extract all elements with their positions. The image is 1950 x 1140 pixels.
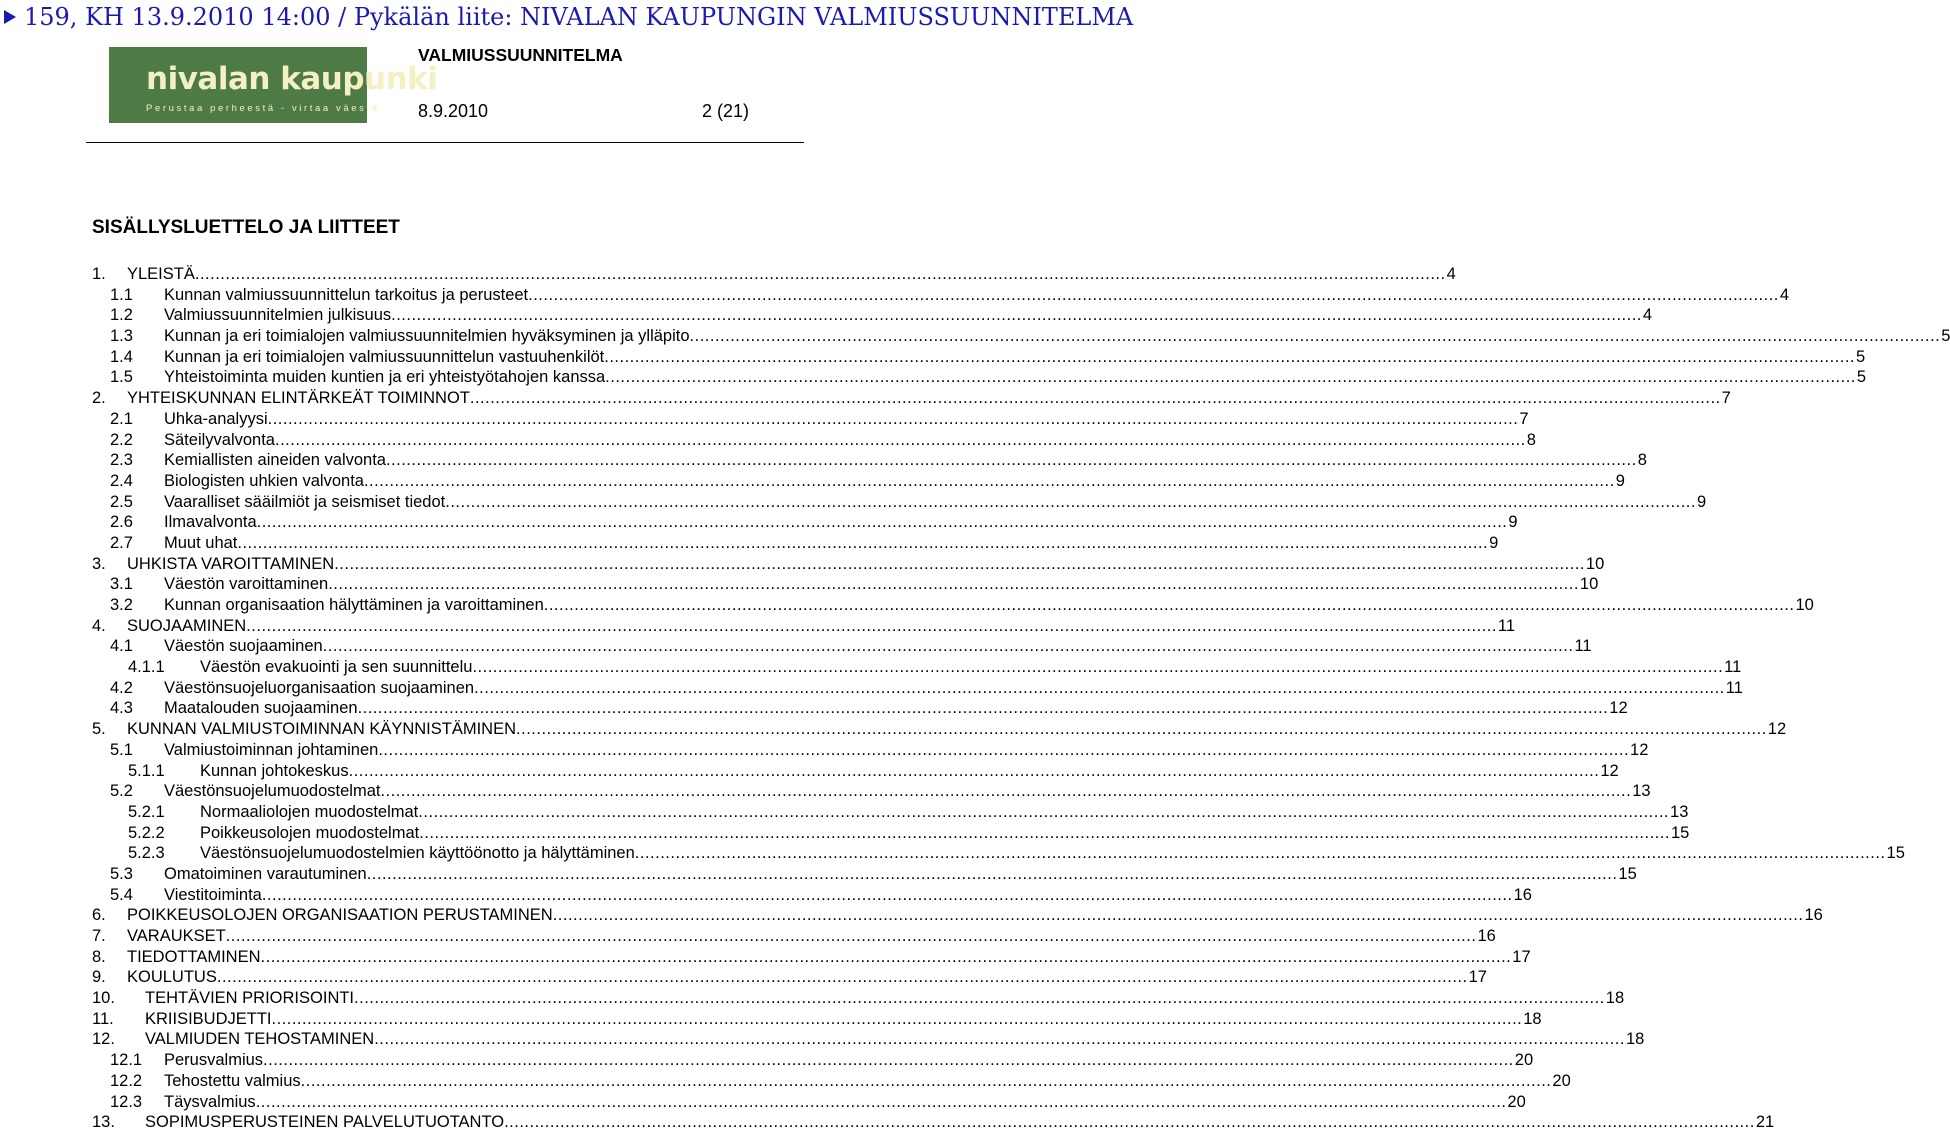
toc-entry[interactable] — [92, 616, 1516, 637]
dot-leader — [195, 264, 1446, 285]
dot-leader — [386, 450, 1637, 471]
toc-entry-title: Kemiallisten aineiden valvonta — [164, 451, 386, 470]
toc-entry-page: 21 — [1755, 1113, 1775, 1132]
toc-entry-title: Täysvalmius — [164, 1092, 256, 1111]
toc-entry[interactable] — [92, 698, 1628, 719]
toc-entry-label — [127, 926, 1496, 947]
toc-entry-label — [127, 616, 1516, 637]
toc-entry-page: 9 — [1508, 513, 1518, 532]
toc-entry-number: 3.2 — [110, 596, 133, 614]
dot-leader — [553, 905, 1804, 926]
toc-entry-title: TIEDOTTAMINEN — [127, 947, 261, 966]
toc-entry-label — [164, 430, 1536, 451]
toc-entry-page: 10 — [1585, 554, 1605, 573]
toc-entry-page: 11 — [1497, 616, 1516, 635]
toc-entry-title: YLEISTÄ — [127, 265, 195, 283]
toc-entry-label — [164, 285, 1790, 306]
toc-entry-page: 15 — [1886, 844, 1905, 863]
toc-entry-page: 10 — [1579, 575, 1599, 594]
dot-leader — [604, 347, 1855, 368]
toc-entry-label — [164, 864, 1637, 885]
dot-leader — [323, 636, 1574, 657]
toc-entry-number: 2.7 — [110, 533, 133, 552]
toc-entry-page: 20 — [1514, 1051, 1534, 1070]
toc-entry-title: Normaaliolojen muodostelmat — [200, 802, 419, 821]
toc-entry-title: Poikkeusolojen muodostelmat — [200, 823, 420, 842]
toc-entry[interactable] — [92, 781, 1651, 802]
dot-leader — [690, 326, 1941, 347]
toc-entry[interactable] — [92, 1029, 1645, 1050]
toc-entry-page: 18 — [1605, 989, 1625, 1008]
toc-entry-page: 15 — [1670, 823, 1690, 842]
dot-leader — [378, 740, 1629, 761]
toc-entry[interactable] — [92, 988, 1625, 1009]
toc-entry-label — [164, 347, 1866, 368]
dot-leader — [635, 843, 1886, 864]
dot-leader — [257, 512, 1508, 533]
toc-entry-title: KRIISIBUDJETTI — [145, 1009, 272, 1028]
toc-entry-label — [145, 1112, 1775, 1133]
toc-entry-label — [164, 636, 1592, 657]
toc-entry-number: 5.2.1 — [128, 802, 165, 821]
toc-entry-number: 5.2.2 — [128, 823, 165, 842]
toc-entry-page: 8 — [1637, 451, 1647, 470]
toc-entry-title: Tehostettu valmius — [164, 1071, 301, 1090]
dot-leader — [272, 1009, 1523, 1030]
toc-entry[interactable] — [92, 864, 1637, 885]
toc-entry-title: VALMIUDEN TEHOSTAMINEN — [145, 1030, 375, 1049]
toc-entry-number: 5.1.1 — [128, 761, 165, 780]
toc-entry[interactable] — [92, 823, 1690, 844]
toc-entry-number: 1.2 — [110, 306, 133, 325]
page-number: 2 (21) — [702, 101, 750, 121]
toc-entry-title: Maatalouden suojaaminen — [164, 699, 358, 718]
toc-entry-label — [164, 512, 1518, 533]
dot-leader — [474, 678, 1725, 699]
toc-entry-title: Väestön suojaaminen — [164, 637, 323, 656]
toc-entry-label — [127, 719, 1787, 740]
toc-entry-title: Yhteistoiminta muiden kuntien ja eri yhteistyötahojen kanssa — [164, 368, 606, 387]
toc-entry-title: Muut uhat — [164, 533, 238, 552]
toc-entry-label — [164, 740, 1649, 761]
toc-entry-number: 9. — [92, 968, 106, 987]
toc-entry-title: Kunnan valmiussuunnittelun tarkoitus ja perusteet — [164, 285, 529, 304]
toc-entry[interactable] — [92, 926, 1496, 947]
arrow-right-icon — [4, 10, 16, 24]
toc-entry-page: 15 — [1618, 864, 1637, 883]
toc-entry[interactable] — [92, 595, 1814, 616]
toc-entry-label — [127, 905, 1823, 926]
toc-entry[interactable] — [92, 471, 1625, 492]
dot-leader — [358, 698, 1609, 719]
toc-entry-title: SUOJAAMINEN — [127, 616, 247, 635]
toc-entry[interactable] — [92, 1092, 1526, 1113]
toc-entry-page: 12 — [1609, 699, 1628, 718]
toc-entry-label — [164, 781, 1651, 802]
toc-entry-title: Väestönsuojelumuodostelmien käyttöönotto ja hälyttäminen — [200, 844, 635, 863]
toc-entry-page: 11 — [1574, 637, 1592, 656]
toc-entry-number: 12.1 — [110, 1051, 143, 1070]
dot-leader — [605, 367, 1856, 388]
toc-entry[interactable] — [92, 678, 1743, 699]
toc-entry-title: Väestön evakuointi ja sen suunnittelu — [200, 658, 473, 677]
dot-leader — [349, 761, 1600, 782]
toc-entry-number: 1.3 — [110, 327, 133, 346]
toc-entry-title: Ilmavalvonta — [164, 513, 257, 532]
document-title: VALMIUSSUUNNITELMA — [418, 45, 623, 65]
toc-entry-number: 5.3 — [110, 864, 133, 883]
toc-entry-page: 11 — [1724, 658, 1742, 677]
toc-entry-label — [164, 326, 1950, 347]
dot-leader — [374, 1029, 1625, 1050]
dot-leader — [544, 595, 1795, 616]
toc-entry-page: 9 — [1615, 471, 1625, 490]
document-date: 8.9.2010 — [418, 101, 489, 121]
dot-leader — [261, 947, 1512, 968]
toc-entry-page: 12 — [1767, 720, 1787, 739]
toc-entry-title: Väestönsuojelumuodostelmat — [164, 782, 381, 801]
toc-entry-page: 17 — [1512, 947, 1531, 966]
toc-entry-label — [127, 947, 1531, 968]
dot-leader — [256, 1092, 1507, 1113]
toc-entry-number: 1.4 — [110, 347, 133, 366]
toc-entry[interactable] — [92, 264, 1456, 285]
toc-entry-label — [164, 471, 1625, 492]
toc-entry-label — [164, 885, 1532, 906]
toc-entry[interactable] — [92, 326, 1950, 347]
table-of-contents — [92, 264, 1950, 1133]
toc-entry-page: 12 — [1630, 740, 1649, 759]
toc-entry-title: Uhka-analyysi — [164, 409, 268, 428]
toc-entry-number: 5. — [92, 720, 106, 739]
toc-entry-number: 2.1 — [110, 409, 133, 428]
toc-entry-label — [145, 988, 1625, 1009]
toc-entry-title: YHTEISKUNNAN ELINTÄRKEÄT TOIMINNOT — [127, 389, 470, 408]
document-banner — [0, 0, 1134, 36]
banner-text: 159, KH 13.9.2010 14:00 / Pykälän liite: NIVALAN KAUPUNGIN VALMIUSSUUNNITELMA — [24, 3, 1134, 31]
dot-leader — [237, 533, 1488, 554]
dot-leader — [470, 388, 1721, 409]
toc-entry-page: 11 — [1725, 678, 1743, 697]
toc-entry-label — [164, 367, 1867, 388]
dot-leader — [226, 926, 1477, 947]
toc-entry-title: Valmiustoiminnan johtaminen — [164, 740, 379, 759]
toc-entry[interactable] — [92, 636, 1592, 657]
toc-entry[interactable] — [92, 719, 1787, 740]
toc-entry-page: 18 — [1625, 1030, 1645, 1049]
dot-leader — [528, 285, 1779, 306]
toc-entry-label — [200, 657, 1742, 678]
toc-entry[interactable] — [92, 905, 1823, 926]
toc-entry-page: 20 — [1552, 1071, 1571, 1090]
toc-entry-title: UHKISTA VAROITTAMINEN — [127, 554, 335, 573]
toc-entry-label — [164, 409, 1529, 430]
dot-leader — [334, 554, 1585, 575]
toc-entry-title: Kunnan ja eri toimialojen valmiussuunnittelun vastuuhenkilöt — [164, 347, 605, 366]
toc-entry-title: KUNNAN VALMIUSTOIMINNAN KÄYNNISTÄMINEN — [127, 720, 517, 739]
toc-entry-number: 6. — [92, 906, 106, 925]
toc-entry-label — [145, 1009, 1542, 1030]
toc-entry-page: 4 — [1779, 285, 1790, 304]
toc-entry[interactable] — [92, 1112, 1775, 1133]
toc-entry-page: 17 — [1468, 968, 1487, 987]
dot-leader — [268, 409, 1519, 430]
dot-leader — [367, 864, 1618, 885]
toc-entry[interactable] — [92, 409, 1529, 430]
toc-entry[interactable] — [92, 947, 1531, 968]
toc-entry-label — [164, 678, 1743, 699]
toc-entry-page: 18 — [1523, 1009, 1542, 1028]
dot-leader — [504, 1112, 1755, 1133]
toc-entry-title: Väestön varoittaminen — [164, 575, 329, 594]
toc-entry-title: Perusvalmius — [164, 1051, 264, 1070]
toc-entry-label — [127, 264, 1456, 285]
toc-entry[interactable] — [92, 1009, 1542, 1030]
dot-leader — [246, 616, 1497, 637]
toc-entry[interactable] — [92, 305, 1653, 326]
toc-entry-number: 1.1 — [110, 285, 133, 304]
toc-entry-page: 20 — [1507, 1092, 1526, 1111]
toc-entry[interactable] — [92, 430, 1536, 451]
toc-entry[interactable] — [92, 285, 1790, 306]
toc-entry-number: 2.4 — [110, 471, 133, 490]
toc-entry[interactable] — [92, 450, 1647, 471]
toc-entry-label — [164, 1092, 1526, 1113]
toc-entry-number: 1.5 — [110, 368, 133, 387]
toc-entry-label — [164, 305, 1653, 326]
toc-entry-number: 4.1.1 — [128, 658, 165, 677]
toc-entry[interactable] — [92, 1071, 1571, 1092]
toc-entry-page: 16 — [1513, 885, 1532, 904]
header-divider — [86, 142, 804, 143]
toc-entry[interactable] — [92, 843, 1905, 864]
toc-entry-number: 10. — [92, 989, 115, 1008]
toc-entry-title: Kunnan organisaation hälyttäminen ja varoittaminen — [164, 596, 544, 614]
toc-entry-page: 13 — [1670, 802, 1689, 821]
toc-entry-title: Valmiussuunnitelmien julkisuus — [164, 306, 392, 325]
toc-entry-page: 8 — [1526, 430, 1536, 449]
toc-entry[interactable] — [92, 967, 1487, 988]
toc-entry[interactable] — [92, 761, 1619, 782]
toc-entry[interactable] — [92, 554, 1605, 575]
toc-entry-label — [164, 492, 1707, 513]
dot-leader — [354, 988, 1605, 1009]
toc-entry-page: 9 — [1489, 533, 1499, 552]
dot-leader — [301, 1071, 1552, 1092]
toc-entry-label — [164, 1050, 1534, 1071]
toc-entry-title: POIKKEUSOLOJEN ORGANISAATION PERUSTAMINEN — [127, 906, 553, 925]
dot-leader — [275, 430, 1526, 451]
toc-entry-number: 2.5 — [110, 492, 133, 511]
toc-entry-title: Vaaralliset sääilmiöt ja seismiset tiedot — [164, 492, 446, 511]
toc-entry-number: 12.3 — [110, 1092, 143, 1111]
toc-entry-number: 11. — [92, 1009, 114, 1028]
dot-leader — [380, 781, 1631, 802]
toc-entry-page: 16 — [1477, 927, 1496, 945]
toc-entry-label — [164, 1071, 1571, 1092]
toc-entry-page: 5 — [1856, 368, 1867, 387]
dot-leader — [364, 471, 1615, 492]
toc-entry-label — [164, 698, 1628, 719]
toc-entry-page: 9 — [1696, 492, 1707, 511]
toc-entry-number: 4.1 — [110, 637, 133, 656]
toc-entry[interactable] — [92, 657, 1742, 678]
toc-entry[interactable] — [92, 367, 1867, 388]
dot-leader — [419, 823, 1670, 844]
toc-entry-page: 7 — [1721, 389, 1731, 408]
toc-entry-title: TEHTÄVIEN PRIORISOINTI — [145, 989, 355, 1008]
toc-entry-label — [127, 388, 1731, 409]
toc-entry-title: SOPIMUSPERUSTEINEN PALVELUTUOTANTO — [145, 1113, 505, 1132]
toc-entry-label — [200, 823, 1690, 844]
toc-entry-label — [164, 450, 1647, 471]
toc-entry-label — [200, 843, 1905, 864]
toc-entry[interactable] — [92, 885, 1532, 906]
toc-entry-number: 12.2 — [110, 1071, 143, 1090]
toc-entry[interactable] — [92, 802, 1689, 823]
toc-entry-page: 16 — [1804, 906, 1823, 925]
toc-entry-title: Viestitoiminta — [164, 885, 262, 904]
dot-leader — [472, 657, 1723, 678]
toc-entry-number: 2.2 — [110, 430, 133, 449]
toc-entry[interactable] — [92, 1050, 1534, 1071]
toc-entry[interactable] — [92, 512, 1518, 533]
toc-entry-number: 3. — [92, 554, 106, 573]
toc-entry-label — [127, 967, 1487, 988]
toc-entry[interactable] — [92, 740, 1649, 761]
toc-entry-number: 8. — [92, 947, 106, 966]
logo — [109, 47, 438, 123]
dot-leader — [217, 967, 1468, 988]
toc-entry-number: 4. — [92, 616, 106, 635]
dot-leader — [445, 492, 1696, 513]
toc-entry-title: Kunnan johtokeskus — [200, 761, 349, 780]
toc-entry-title: VARAUKSET — [127, 927, 226, 945]
toc-entry-number: 5.2.3 — [128, 844, 165, 863]
toc-entry-number: 5.1 — [110, 740, 133, 759]
dot-leader — [263, 1050, 1514, 1071]
toc-entry-title: Omatoiminen varautuminen — [164, 864, 367, 883]
toc-entry-page: 10 — [1795, 596, 1814, 614]
toc-entry-label — [164, 533, 1499, 554]
dot-leader — [391, 305, 1642, 326]
toc-entry-page: 13 — [1632, 782, 1651, 801]
toc-entry-title: Biologisten uhkien valvonta — [164, 471, 364, 490]
toc-entry[interactable] — [92, 492, 1707, 513]
toc-entry-page: 4 — [1642, 306, 1653, 325]
toc-entry-page: 5 — [1941, 327, 1950, 346]
toc-entry-title: Kunnan ja eri toimialojen valmiussuunnitelmien hyväksyminen ja ylläpito — [164, 327, 690, 346]
toc-entry-title: Säteilyvalvonta — [164, 430, 275, 449]
logo-name: nivalan kaupunki — [146, 61, 438, 97]
toc-entry-number: 5.4 — [110, 885, 133, 904]
toc-entry-label — [164, 574, 1599, 595]
dot-leader — [262, 885, 1513, 906]
toc-entry-number: 2.6 — [110, 513, 133, 532]
toc-entry-page: 7 — [1519, 409, 1529, 428]
toc-entry-number: 1. — [92, 265, 106, 283]
toc-entry-title: Väestönsuojeluorganisaation suojaaminen — [164, 678, 475, 697]
toc-entry-number: 2.3 — [110, 451, 133, 470]
toc-entry-number: 2. — [92, 389, 106, 408]
logo-slogan: Perustaa perheestä - virtaa väestä — [146, 103, 380, 114]
toc-entry[interactable] — [92, 388, 1731, 409]
toc-entry[interactable] — [92, 574, 1599, 595]
dot-leader — [328, 574, 1579, 595]
toc-entry-number: 4.3 — [110, 699, 133, 718]
toc-entry-label — [145, 1029, 1645, 1050]
toc-entry-label — [200, 802, 1689, 823]
toc-entry-page: 12 — [1600, 761, 1619, 780]
toc-entry-page: 4 — [1446, 265, 1456, 283]
toc-entry-number: 4.2 — [110, 678, 133, 697]
toc-entry-number: 12. — [92, 1030, 115, 1049]
toc-entry-number: 13. — [92, 1113, 115, 1132]
toc-entry[interactable] — [92, 533, 1499, 554]
dot-leader — [418, 802, 1669, 823]
toc-entry-number: 3.1 — [110, 575, 133, 594]
toc-entry-page: 5 — [1856, 347, 1866, 366]
page-title: SISÄLLYSLUETTELO JA LIITTEET — [92, 217, 400, 238]
toc-entry-label — [200, 761, 1619, 782]
toc-entry-label — [164, 595, 1814, 616]
toc-entry[interactable] — [92, 347, 1866, 368]
toc-entry-number: 7. — [92, 927, 106, 945]
toc-entry-number: 5.2 — [110, 782, 133, 801]
toc-entry-title: KOULUTUS — [127, 968, 217, 987]
toc-entry-label — [127, 554, 1605, 575]
dot-leader — [516, 719, 1767, 740]
